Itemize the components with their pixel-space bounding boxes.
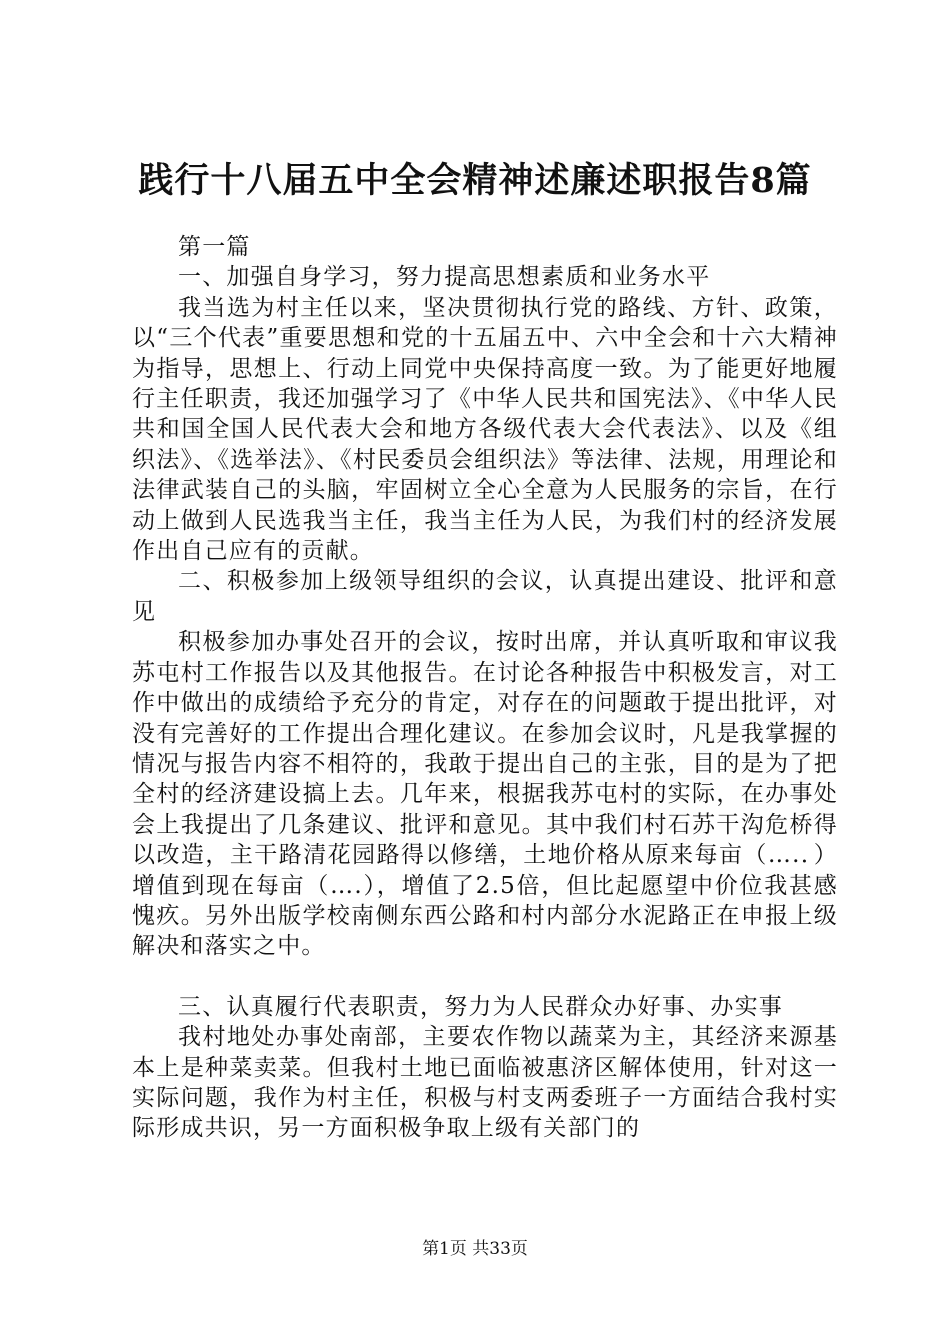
body-paragraph: 积极参加办事处召开的会议，按时出席，并认真听取和审议我苏屯村工作报告以及其他报告。在讨论各种报告中积极发言，对工作中做出的成绩给予充分的肯定，对存在的问题敢于提出批评，对没有完善好的工作提出合理化建议。在参加会议时，凡是我掌握的情况与报告内容不相符的，我敢于提出自己的主张，目的是为了把全村的经济建设搞上去。几年来，根据我苏屯村的实际，在办事处会上我提出了几条建议、批评和意见。其中我们村石苏干沟危桥得以改造，主干路清花园路得以修缮，土地价格从原来每亩（….．）增值到现在每亩（….），增值了2.5倍，但比起愿望中价位我甚感愧疚。另外出版学校南侧东西公路和村内部分水泥路正在申报上级解决和落实之中。 xyxy=(132,629,838,960)
page-footer: 第1页 共33页 xyxy=(422,1239,528,1259)
section-heading: 第一篇 xyxy=(178,234,251,260)
subsection-heading: 一、加强自身学习，努力提高思想素质和业务水平 xyxy=(178,264,711,291)
body-paragraph: 我村地处办事处南部，主要农作物以蔬菜为主，其经济来源基本上是种菜卖菜。但我村土地已面临被惠济区解体使用，针对这一实际问题，我作为村主任，积极与村支两委班子一方面结合我村实际形成共识，另一方面积极争取上级有关部门的 xyxy=(132,1024,838,1142)
subsection-heading: 三、认真履行代表职责，努力为人民群众办好事、办实事 xyxy=(178,993,783,1020)
subsection-heading: 二、积极参加上级领导组织的会议，认真提出建设、批评和意见 xyxy=(132,568,838,625)
body-paragraph: 我当选为村主任以来，坚决贯彻执行党的路线、方针、政策，以“三个代表”重要思想和党的十五届五中、六中全会和十六大精神为指导，思想上、行动上同党中央保持高度一致。为了能更好地履行主任职责，我还加强学习了《中华人民共和国宪法》、《中华人民共和国全国人民代表大会和地方各级代表大会代表法》、以及《组织法》、《选举法》、《村民委员会组织法》等法律、法规，用理论和法律武装自己的头脑，牢固树立全心全意为人民服务的宗旨，在行动上做到人民选我当主任，我当主任为人民，为我们村的经济发展作出自己应有的贡献。 xyxy=(132,294,838,565)
document-body xyxy=(132,232,838,1144)
document-title: 践行十八届五中全会精神述廉述职报告8篇 xyxy=(138,160,812,201)
